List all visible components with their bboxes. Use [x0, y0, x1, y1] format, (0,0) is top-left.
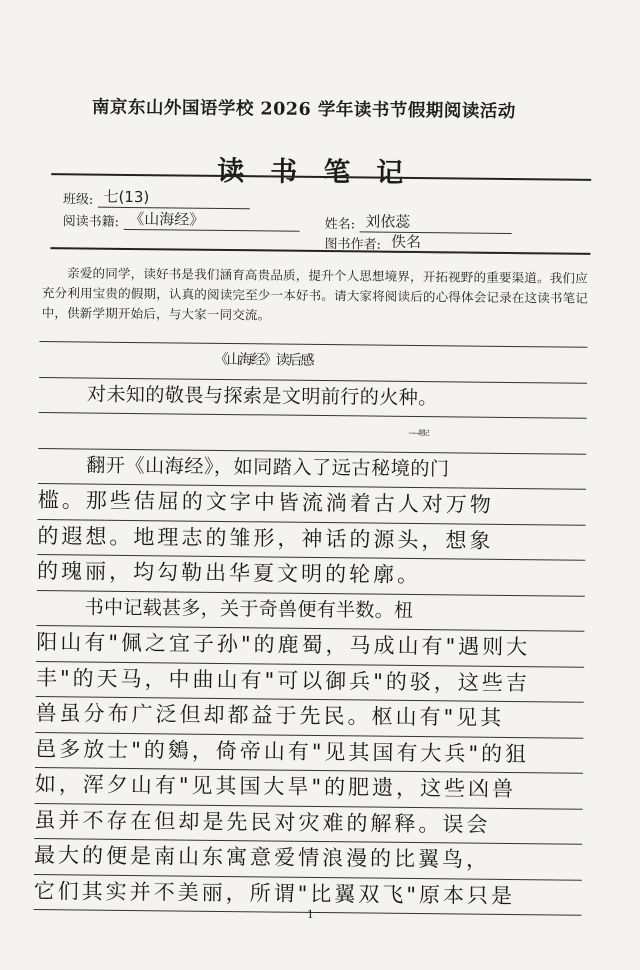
author-label: 图书作者: — [324, 237, 381, 253]
essay-line: 它们其实并不美丽，所谓"比翼双飞"原本只是 — [33, 878, 516, 908]
essay-line: 最大的便是南山东寓意爱情浪漫的比翼鸟， — [33, 843, 491, 872]
book-value: 《山海经》 — [123, 208, 299, 232]
essay-line: 对未知的敬畏与探索是文明前行的火种。 — [86, 382, 438, 409]
essay-line: 如，浑夕山有"见其国大旱"的肥遗，这些凶兽 — [34, 772, 517, 802]
book-row — [63, 207, 300, 231]
essay-line: 兽虽分布广泛但却都益于先民。枢山有"见其 — [35, 701, 505, 730]
intro-paragraph — [42, 263, 591, 329]
essay-line: 翻开《山海经》，如同踏入了远古秘境的门 — [86, 453, 450, 480]
info-box — [50, 173, 591, 255]
intro-text: 亲爱的同学，读好书是我们涵育高贵品质，提升个人思想境界，开拓视野的重要渠道。我们应充分利用宝贵的假期，认真的阅读完至少一本好书。请大家将阅读后的心得体会记录在这读书笔记中，供新学期开始后，与大家一同交流。 — [41, 265, 589, 323]
class-label: 班级: — [62, 192, 94, 208]
essay-line: 书中记载甚多，关于奇兽便有半数。杻 — [84, 595, 414, 622]
essay-line: ——题记 — [408, 428, 428, 438]
author-value: 佚名 — [385, 231, 537, 255]
essay-line: 丰"的天马，中曲山有"可以御兵"的驳，这些吉 — [35, 665, 531, 695]
page-number: 1 — [306, 907, 315, 921]
essay-line: 虽并不存在但却是先民对灾难的解释。误会 — [34, 807, 491, 837]
essay-title: 《山海经》读后感 — [214, 351, 313, 369]
essay-line: 阳山有"佩之宜子孙"的鹿蜀，马成山有"遇则大 — [36, 630, 531, 660]
name-label: 姓名: — [324, 217, 356, 233]
essay-line: 的瑰丽，均勾勒出华夏文明的轮廓。 — [36, 559, 422, 588]
name-value: 刘依蕊 — [359, 210, 511, 234]
school-title: 南京东山外国语学校 2026 学年读书节假期阅读活动 — [91, 97, 516, 123]
writing-grid — [34, 341, 588, 907]
essay-line: 槛。那些佶屈的文字中皆流淌着古人对万物 — [37, 488, 494, 517]
class-value: 七(13) — [97, 186, 249, 210]
class-row — [63, 185, 250, 209]
essay-line: 的遐想。地理志的雏形，神话的源头，想象 — [37, 523, 494, 553]
essay-line: 邑多放士"的鵕，倚帝山有"见其国有大兵"的狙 — [35, 736, 530, 766]
author-row — [324, 230, 537, 254]
book-label: 阅读书籍: — [62, 214, 120, 230]
notes-title: 读书笔记 — [217, 155, 430, 190]
